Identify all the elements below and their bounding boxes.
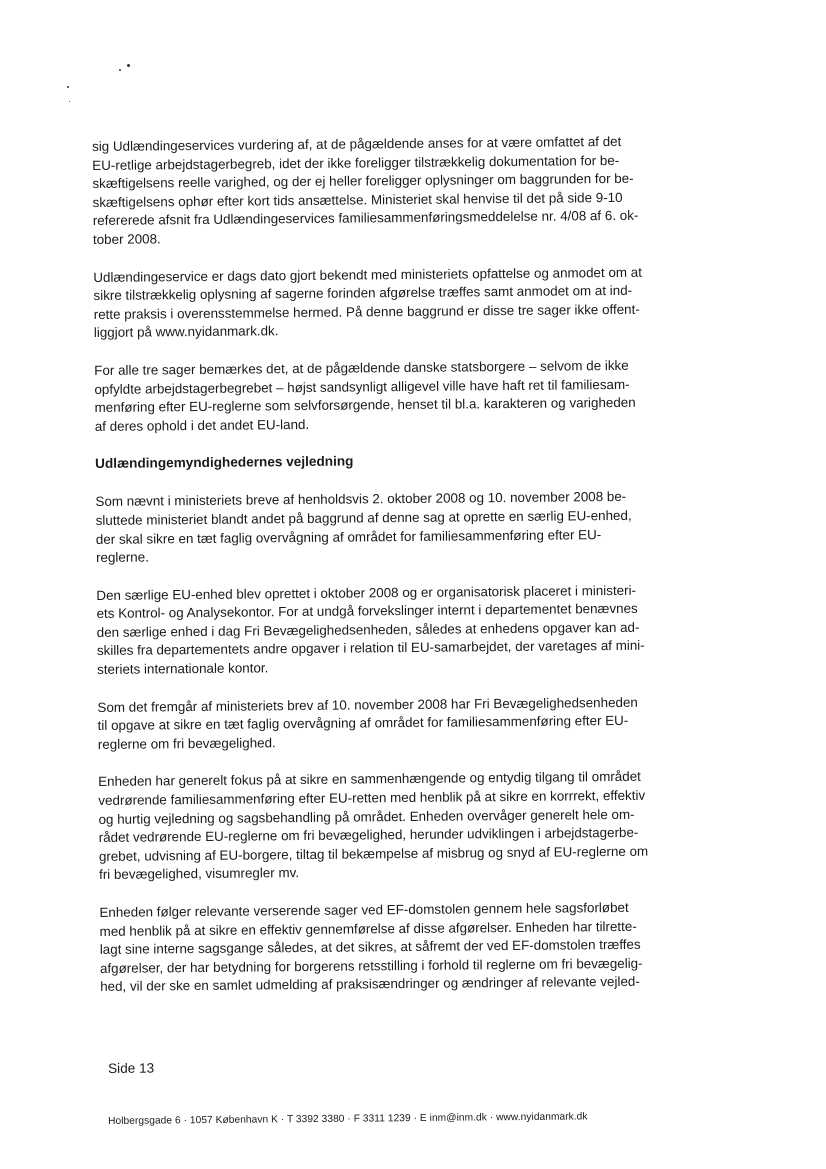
text-line: opfyldte arbejdstagerbegrebet – højst sandsynligt alligevel ville have haft ret til familiesam- xyxy=(94,376,630,397)
text-line: Udlændingeservice er dags dato gjort bekendt med ministeriets opfattelse og anmodet om at xyxy=(93,264,642,285)
text-line: sluttede ministeriet blandt andet på baggrund af denne sag at oprette en særlig EU-enhed, xyxy=(95,507,632,528)
text-line: afgørelser, der har betydning for borgerens retsstilling i forhold til reglerne om fri bevægelig- xyxy=(99,955,643,976)
text-line: der skal sikre en tæt faglig overvågning af området for familiesammenføring efter EU- xyxy=(95,526,602,547)
text-line: reglerne. xyxy=(95,549,149,566)
page-number: Side 13 xyxy=(108,1060,155,1076)
text-line: skilles fra departementets andre opgaver i relation til EU-samarbejdet, der varetages af mini- xyxy=(96,638,645,659)
text-line: sig Udlændingeservices vurdering af, at de pågældende anses for at være omfattet af det xyxy=(92,133,622,154)
scan-speck xyxy=(67,86,69,88)
text-line: Enheden har generelt fokus på at sikre en sammenhængende og entydig tilgang til området xyxy=(98,769,641,790)
text-line: vedrørende familiesammenføring efter EU-retten med henblik på at sikre en korrrekt, effektiv xyxy=(98,787,646,809)
text-line: Som nævnt i ministeriets breve af henholdsvis 2. oktober 2008 og 10. november 2008 be- xyxy=(95,489,627,510)
text-line: grebet, udvisning af EU-borgere, tiltag til bekæmpelse af misbrug og snyd af EU-reglerne om xyxy=(98,843,649,864)
text-line: EU-retlige arbejdstagerbegreb, idet der ikke foreligger tilstrækkelig dokumentation for be- xyxy=(92,152,620,173)
scan-speck xyxy=(69,101,70,102)
footer-address: Holbergsgade 6 · 1057 København K · T 3392 3380 · F 3311 1239 · E inm@inm.dk · www.nyidanmark.dk xyxy=(108,1111,588,1127)
text-line: og hurtig vejledning og sagsbehandling på området. Enheden overvåger generelt hele om- xyxy=(98,806,635,827)
text-line: ets Kontrol- og Analysekontor. For at undgå forvekslinger internt i departementet benævnes xyxy=(96,601,638,622)
paragraph-7 xyxy=(98,768,697,885)
text-line: liggjort på www.nyidanmark.dk. xyxy=(93,323,279,341)
text-line: sikre tilstrækkelig oplysning af sagerne forinden afgørelse træffes samt anmodet om at ind- xyxy=(93,282,633,304)
text-line: hed, vil der ske en samlet udmelding af praksisændringer og ændringer af relevante vejled- xyxy=(100,974,640,995)
section-heading: Udlændingemyndighedernes vejledning xyxy=(95,453,354,472)
paragraph-5 xyxy=(96,581,695,680)
text-line: Som det fremgår af ministeriets brev af 10. november 2008 har Fri Bevægelighedsenheden xyxy=(97,694,638,715)
text-line: med henblik på at sikre en effektiv gennemførelse af disse afgørelser. Enheden har tilrette- xyxy=(99,918,637,939)
text-line: menføring efter EU-reglerne som selvforsørgende, henset til bl.a. karakteren og varigheden xyxy=(94,394,636,416)
text-line: rådet vedrørende EU-reglerne om fri bevægelighed, herunder udviklingen i arbejdstagerbe- xyxy=(98,825,639,846)
text-line: Enheden følger relevante verserende sager ved EF-domstolen gennem hele sagsforløbet xyxy=(99,899,629,920)
text-line: steriets internationale kontor. xyxy=(97,660,269,678)
text-line: reglerne om fri bevægelighed. xyxy=(97,735,276,752)
body-text xyxy=(92,132,698,1016)
paragraph-2 xyxy=(93,263,692,343)
text-line: Den særlige EU-enhed blev oprettet i oktober 2008 og er organisatorisk placeret i ministeri- xyxy=(96,582,637,603)
paragraph-4 xyxy=(95,488,694,568)
text-line: fri bevægelighed, visumregler mv. xyxy=(99,865,300,883)
paragraph-8 xyxy=(99,898,698,997)
text-line: For alle tre sager bemærkes det, at de pågældende danske statsborgere – selvom de ikke xyxy=(94,357,629,378)
text-line: af deres ophold i det andet EU-land. xyxy=(94,416,310,434)
text-line: refererede afsnit fra Udlændingeservices familiesammenføringsmeddelelse nr. 4/08 af 6. ok- xyxy=(92,208,639,229)
paragraph-1 xyxy=(92,132,691,249)
scan-speck xyxy=(119,69,121,71)
text-line: den særlige enhed i dag Fri Bevægelighedsenheden, således at enhedens opgaver kan ad- xyxy=(96,619,640,640)
scan-speck xyxy=(127,64,130,67)
paragraph-6 xyxy=(97,693,696,755)
text-line: lagt sine interne sagsgange således, at det sikres, at såfremt der ved EF-domstolen træffes xyxy=(99,936,641,958)
text-line: til opgave at sikre en tæt faglig overvågning af området for familiesammenføring efter EU- xyxy=(97,713,629,734)
text-line: skæftigelsens reelle varighed, og der ej heller foreligger oplysninger om baggrunden for be- xyxy=(92,170,634,192)
text-line: skæftigelsens ophør efter kort tids ansættelse. Ministeriet skal henvise til det på side 9-10 xyxy=(92,189,623,210)
paragraph-3 xyxy=(94,356,693,436)
text-line: rette praksis i overensstemmelse hermed. På denne baggrund er disse tre sager ikke offent- xyxy=(93,301,640,322)
text-line: tober 2008. xyxy=(92,231,161,247)
